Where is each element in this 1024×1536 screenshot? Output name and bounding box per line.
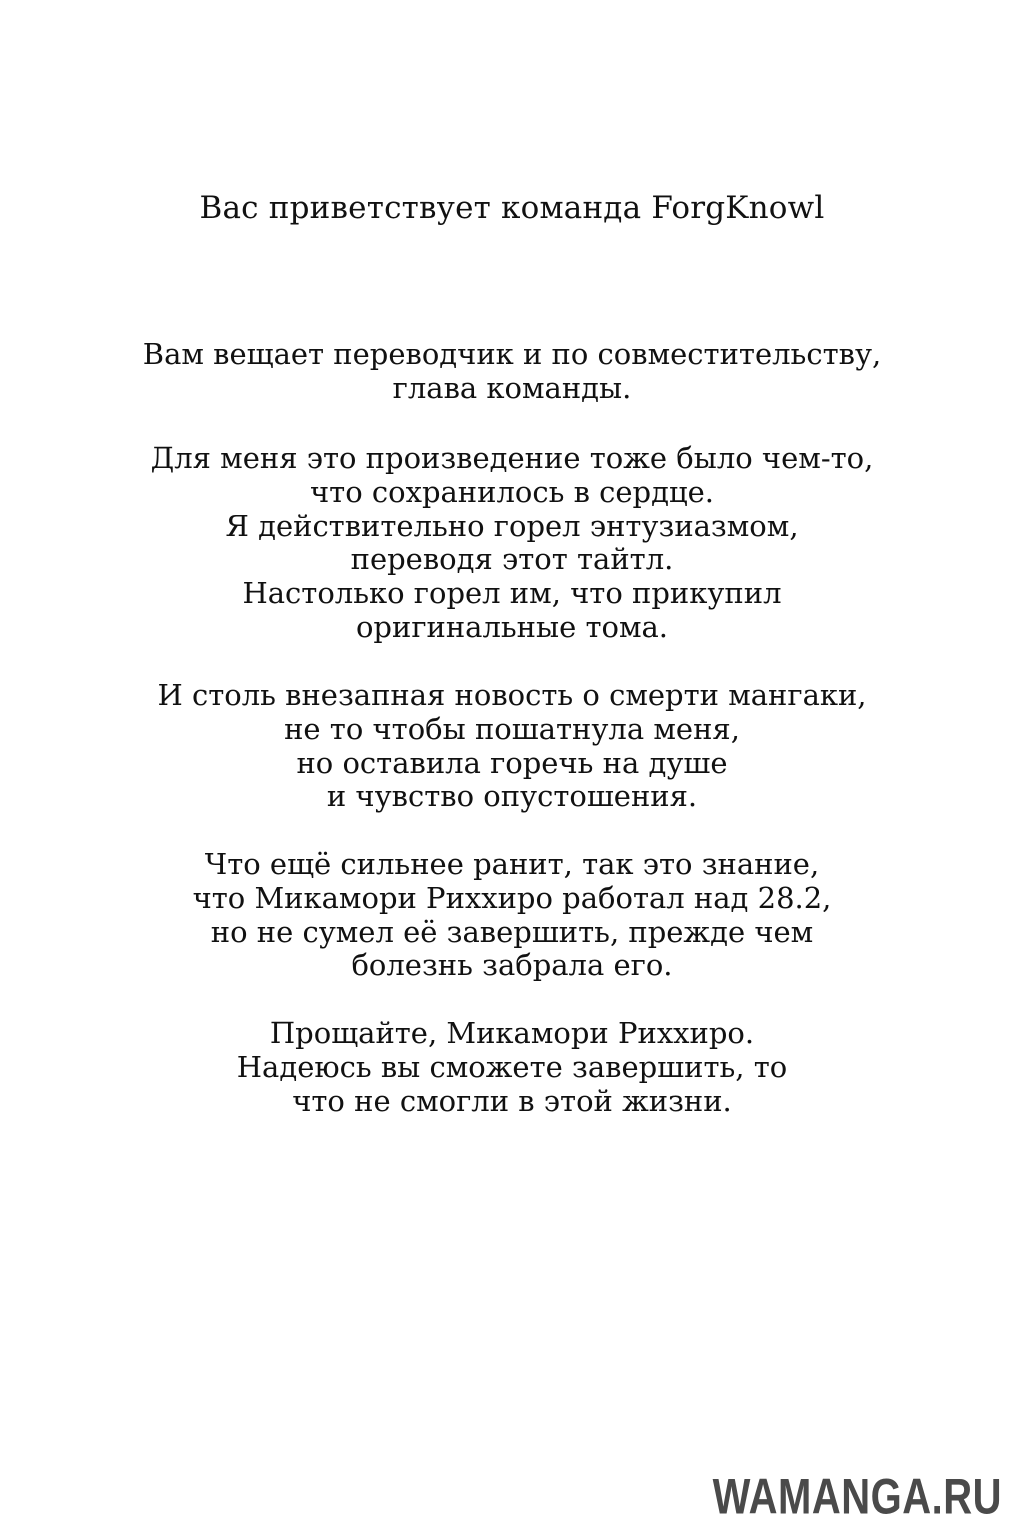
text-line: глава команды. — [392, 370, 632, 405]
paragraph-introduction — [0, 338, 1024, 406]
text-line: что Микамори Риххиро работал над 28.2, — [192, 880, 832, 915]
text-line: И столь внезапная новость о смерти мангаки, — [157, 678, 867, 712]
text-line: что не смогли в этой жизни. — [292, 1083, 732, 1118]
text-line: но не сумел её завершить, прежде чем — [210, 914, 814, 949]
site-watermark: WAMANGA.RU — [712, 1469, 1002, 1525]
text-line: но оставила горечь на душе — [296, 745, 728, 780]
paragraph-unfinished-work — [0, 848, 1024, 983]
text-line: Надеюсь вы сможете завершить, то — [236, 1049, 788, 1084]
text-line: Вам вещает переводчик и по совместительству, — [142, 337, 882, 371]
text-line: Настолько горел им, что прикупил — [242, 576, 782, 611]
text-line: оригинальные тома. — [355, 609, 669, 644]
text-line: Что ещё сильнее ранит, так это знание, — [204, 847, 820, 881]
paragraph-news — [0, 679, 1024, 814]
text-line: Для меня это произведение тоже было чем-то, — [150, 441, 874, 475]
text-line: переводя этот тайтл. — [350, 542, 674, 577]
paragraph-feelings — [0, 442, 1024, 645]
text-line: и чувство опустошения. — [326, 779, 698, 814]
text-line: болезнь забрала его. — [351, 948, 673, 983]
text-line: не то чтобы пошатнула меня, — [284, 711, 740, 746]
text-line: что сохранилось в сердце. — [310, 474, 714, 509]
page-title: Вас приветствует команда ForgKnowl — [199, 190, 825, 226]
text-line: Прощайте, Микамори Риххиро. — [269, 1016, 755, 1050]
text-line: Я действительно горел энтузиазмом, — [225, 508, 799, 543]
paragraph-farewell — [0, 1017, 1024, 1118]
